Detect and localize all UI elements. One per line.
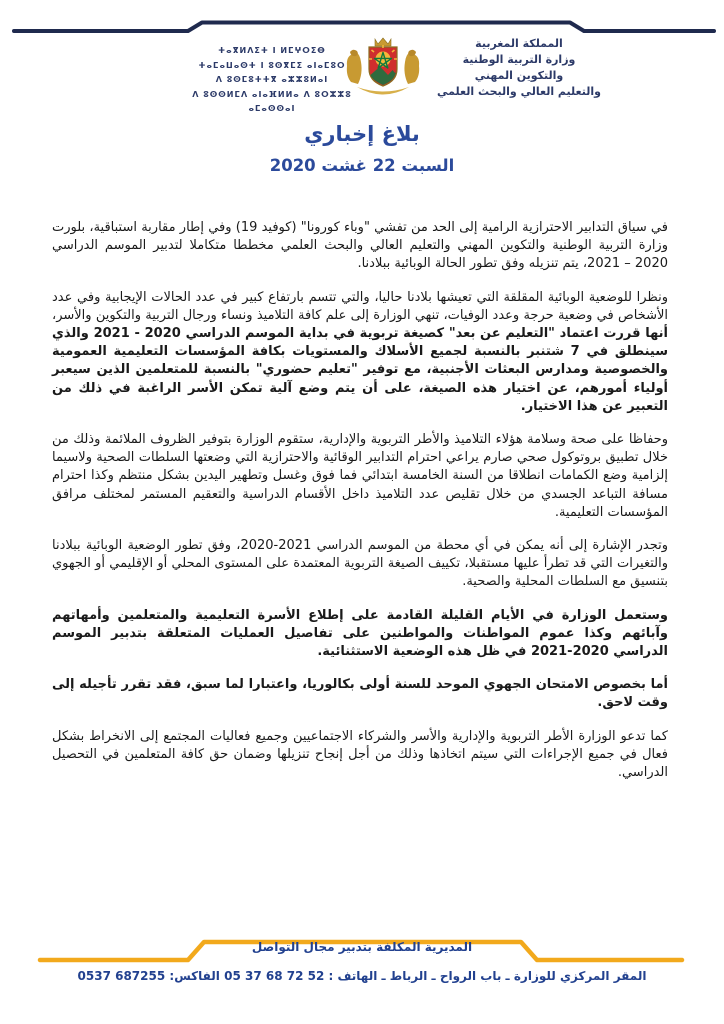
document-body <box>52 219 668 797</box>
tifinagh-line: ⵜⴰⵎⴰⵡⴰⵙⵜ ⵏ ⵓⵙⴳⵎⵉ ⴰⵏⴰⵎⵓⵔ <box>198 60 346 70</box>
kingdom-line: المملكة المغربية <box>475 37 563 50</box>
body-paragraph: وستعمل الوزارة في الأيام القليلة القادمة على إطلاع الأسرة التعليمية والمتعلمين وأمهاتهم وآبائهم وكذا عموم المواطنات والمواطنين على تفاصيل العمليات المتعلقة بتدبير الموسم الدراسي 2020-2021 في ظل هذه الوضعية الاستثنائية. <box>52 607 668 660</box>
tifinagh-line: ⴷ ⵓⵙⵙⵍⵎⴷ ⴰⵏⴰⴼⵍⵍⴰ ⴷ ⵓⵔⵣⵣⵓ ⴰⵎⴰⵙⵙⴰⵏ <box>192 89 352 113</box>
body-paragraph: وحفاظا على صحة وسلامة هؤلاء التلاميذ والأطر التربوية والإدارية، ستقوم الوزارة بتوفير الظروف الملائمة وذلك من خلال تطبيق بروتوكول صحي صارم يراعي احترام التدابير الوقائية والاحترازية التي وضعتها السلطات الصحية ولاسيما إلزامية وضع الكمامات انطلاقا من السنة الخامسة ابتدائي فما فوق وغسل وتطهير اليدين بشكل منتظم وكذا احترام مسافة التباعد الجسدي من خلال تقليص عدد التلاميذ داخل الأقسام الدراسية والتعقيم المستمر لمختلف مرافق المؤسسات التعليمية. <box>52 432 668 520</box>
footer-address: المقر المركزي للوزارة ـ باب الرواح ـ الرباط ـ <box>381 969 647 983</box>
ministry-line: والتعليم العالي والبحث العلمي <box>437 85 601 98</box>
body-paragraph: أما بخصوص الامتحان الجهوي الموحد للسنة أولى بكالوريا، واعتبارا لما سبق، فقد تقرر تأجيله إلى وقت لاحق. <box>52 677 668 711</box>
arabic-ministry-name <box>430 36 608 100</box>
body-paragraph: في سياق التدابير الاحترازية الرامية إلى الحد من تفشي "وباء كورونا" (كوفيد 19) وفي إطار مقاربة استباقية، بلورت وزارة التربية الوطنية والتكوين المهني والتعليم العالي والبحث العلمي مخططا متكاملا لتدبير الموسم الدراسي 2020 – 2021، يتم تنزيله وفق تطور الحالة الوبائية ببلادنا. <box>52 220 668 272</box>
footer-contact-line <box>0 969 724 983</box>
body-paragraph: كما تدعو الوزارة الأطر التربوية والإدارية والأسر والشركاء الاجتماعيين وجميع فعاليات المجتمع إلى الانخراط بشكل فعال في جميع الإجراءات التي سيتم اتخاذها وذلك من أجل إنجاح تنزيلها وضمان حق كافة المتعلمين في التحصيل الدراسي. <box>52 728 668 781</box>
tifinagh-ministry-name <box>192 44 352 117</box>
bulletin-date: السبت 22 غشت 2020 <box>269 156 455 175</box>
tifinagh-line: ⵜⴰⴳⵍⴷⵉⵜ ⵏ ⵍⵎⵖⵔⵉⴱ <box>218 46 326 55</box>
footer-phone-label: الهاتف : <box>328 969 378 983</box>
bulletin-title: بلاغ إخباري <box>304 122 420 146</box>
coat-of-arms-icon <box>341 30 425 106</box>
ministry-line: وزارة التربية الوطنية <box>462 53 576 66</box>
body-paragraph: وتجدر الإشارة إلى أنه يمكن في أي محطة من الموسم الدراسي 2021-2020، وفق تطور الوضعية الوبائية ببلادنا والتغيرات التي قد تطرأ عليها مستقبلا، تكييف الصيغة التربوية المعتمدة على المستوى المحلي أو الإقليمي أو الجهوي بتنسيق مع السلطات المحلية والصحية. <box>52 538 668 590</box>
body-paragraph: ونظرا للوضعية الوبائية المقلقة التي تعيشها بلادنا حاليا، والتي تتسم بارتفاع كبير في عدد الحالات الإيجابية وفي عدد الأشخاص في وضعية حرجة وعدد الوفيات، تنهي الوزارة إلى علم كافة التلاميذ ونساء ورجال التربية والتكوين والأسر، أنها قررت اعتماد "التعليم عن بعد" كصيغة تربوية في بداية الموسم الدراسي 2020 - 2021 والذي سينطلق في 7 شتنبر بالنسبة لجميع الأسلاك والمستويات بكافة المؤسسات التعليمية العمومية والخصوصية ومدارس البعثات الأجنبية، مع توفير "تعليم حضوري" بالنسبة للمتعلمين الذين سيعبر أولياء أمورهم، عن اختيار هذه الصيغة، على أن يتم وضع آلية تمكن الأسر الراغبة في ذلك من التعبير عن هذا الاختيار. <box>52 289 668 414</box>
footer-fax-number: 0537 687255 <box>77 969 166 983</box>
letterhead <box>0 30 724 113</box>
ministry-line: والتكوين المهني <box>474 69 564 82</box>
footer-directorate: المديرية المكلفة بتدبير مجال التواصل <box>251 940 473 954</box>
footer-phone-number: 05 37 68 72 52 <box>224 969 325 983</box>
tifinagh-line: ⴷ ⵓⵙⵎⵓⵜⵜⴳ ⴰⵣⵣⵓⵍⴰⵏ <box>215 75 329 84</box>
footer-fax-label: الفاكس: <box>169 969 220 983</box>
